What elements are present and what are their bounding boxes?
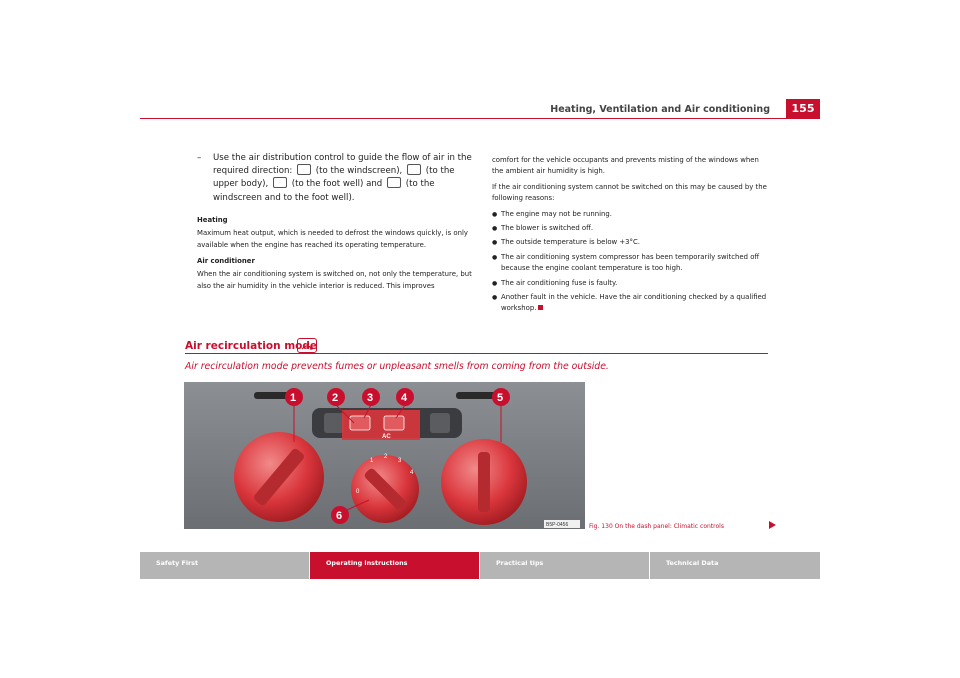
heating-text: Maximum heat output, which is needed to defrost the windows quickly, is only available when the engine has reached its operating temperature. xyxy=(197,229,468,249)
instruction-part: Use the air distribution control to guide the flow of air in the required direction: xyxy=(213,153,472,177)
reason-item: ● The blower is switched off. xyxy=(492,223,768,234)
reason-text: Another fault in the vehicle. Have the air conditioning checked by a qualified workshop. xyxy=(501,293,767,313)
left-column xyxy=(197,152,472,292)
knob-grip xyxy=(478,452,490,512)
instruction-part: (to the foot well) and xyxy=(291,179,383,190)
svg-text:4: 4 xyxy=(401,392,408,404)
upper-body-icon xyxy=(407,164,421,175)
section-divider xyxy=(185,353,768,354)
fan-mark: 4 xyxy=(410,470,414,476)
end-marker-icon xyxy=(538,305,543,310)
windscreen-foot-well-icon xyxy=(387,177,401,188)
page-number: 155 xyxy=(786,99,820,118)
reason-item: ● The engine may not be running. xyxy=(492,209,768,220)
tab-operating-instructions[interactable]: Operating instructions xyxy=(310,552,479,579)
svg-text:2: 2 xyxy=(332,392,339,404)
right-column xyxy=(492,155,768,315)
left-switch[interactable] xyxy=(324,413,344,433)
instruction-part: (to the upper body), xyxy=(213,166,455,190)
svg-text:6: 6 xyxy=(336,510,343,522)
tab-technical-data[interactable]: Technical Data xyxy=(650,552,820,579)
fan-mark: 0 xyxy=(356,489,360,495)
callout-4 xyxy=(396,388,414,406)
reasons-intro: If the air conditioning system cannot be switched on this may be caused by the following reasons: xyxy=(492,182,767,203)
section-intro: Air recirculation mode prevents fumes or unpleasant smells from coming from the outside. xyxy=(185,361,609,372)
callout-5 xyxy=(492,388,510,406)
ac-label: AC xyxy=(382,434,391,440)
windscreen-icon xyxy=(297,164,311,175)
next-page-arrow-icon[interactable] xyxy=(769,521,776,529)
distribution-instruction xyxy=(197,152,472,205)
svg-text:5: 5 xyxy=(497,392,504,404)
comfort-text: comfort for the vehicle occupants and prevents misting of the windows when the ambient air humidity is high. xyxy=(492,156,759,176)
heating-heading: Heating xyxy=(197,215,228,224)
page-header-title: Heating, Ventilation and Air conditioning xyxy=(550,104,770,115)
tab-practical-tips[interactable]: Practical tips xyxy=(480,552,649,579)
callout-6 xyxy=(331,506,349,524)
recirculation-button[interactable] xyxy=(350,416,370,430)
svg-text:3: 3 xyxy=(367,392,374,404)
instruction-dash: – xyxy=(197,153,202,163)
figure-code: B5P-0456 xyxy=(546,522,569,528)
foot-well-icon xyxy=(273,177,287,188)
tab-safety-first[interactable]: Safety First xyxy=(140,552,309,579)
reason-item: ● The air conditioning fuse is faulty. xyxy=(492,278,768,289)
section-title: Air recirculation mode xyxy=(185,340,317,352)
ac-button[interactable] xyxy=(384,416,404,430)
header-divider xyxy=(140,118,820,119)
svg-text:1: 1 xyxy=(290,392,297,404)
reason-item: ● The outside temperature is below +3°C. xyxy=(492,237,768,248)
ac-heading: Air conditioner xyxy=(197,257,255,266)
fan-mark: 2 xyxy=(384,454,388,460)
callout-3 xyxy=(362,388,380,406)
climatic-controls-figure xyxy=(184,382,585,529)
instruction-part: (to the windscreen and to the foot well). xyxy=(213,179,435,203)
reason-item xyxy=(492,292,768,315)
recirculation-icon xyxy=(297,338,317,353)
figure-caption: Fig. 130 On the dash panel: Climatic controls xyxy=(589,523,724,530)
callout-2 xyxy=(327,388,345,406)
reason-item: ● The air conditioning system compressor has been temporarily switched off because the engine coolant temperature is too high. xyxy=(492,252,768,275)
fan-mark: 3 xyxy=(398,458,402,464)
fan-mark: 1 xyxy=(370,458,374,464)
callout-1 xyxy=(285,388,303,406)
instruction-part: (to the windscreen), xyxy=(315,166,403,177)
right-switch[interactable] xyxy=(430,413,450,433)
ac-text: When the air conditioning system is switched on, not only the temperature, but also the air humidity in the vehicle interior is reduced. This improves xyxy=(197,270,472,290)
